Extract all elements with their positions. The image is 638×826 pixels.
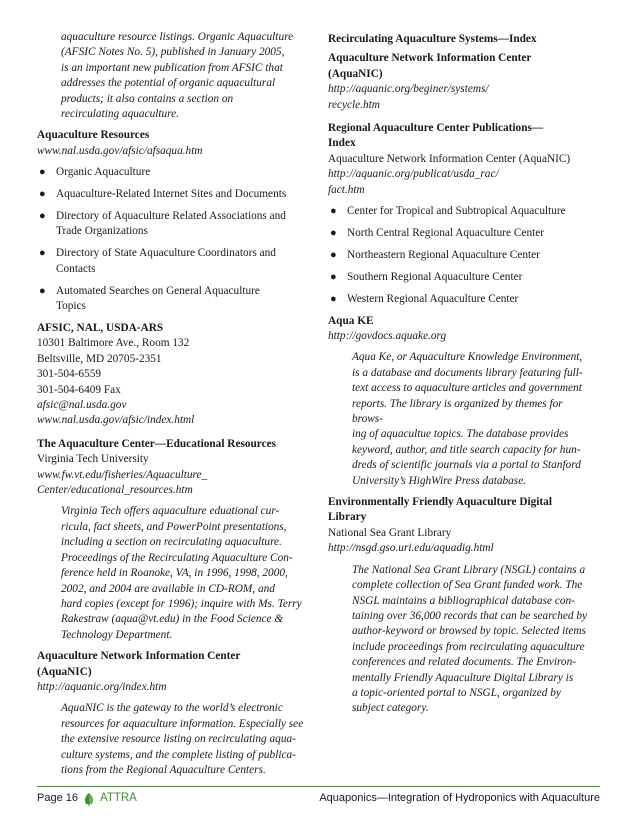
bullet-icon: ● <box>330 226 337 239</box>
text-line: reports. The library is organized by themes for brows- <box>352 397 563 426</box>
text-line: mentally Friendly Aquaculture Digital Library is <box>352 671 574 684</box>
nsgl-org: National Sea Grant Library <box>328 526 452 539</box>
text-line: resources for aquaculture information. Especially see <box>61 717 304 730</box>
aquake-description <box>328 350 600 489</box>
text-line: Technology Department. <box>61 628 173 641</box>
resources-list <box>37 165 319 314</box>
attra-leaf-icon <box>82 792 96 806</box>
list-item: ● Organic Aquaculture <box>37 165 319 180</box>
text-line: text access to aquaculture articles and government <box>352 382 582 395</box>
afsic-address-line1: 10301 Baltimore Ave., Room 132 <box>37 337 190 350</box>
text-line: keyword, author, and title search capacity for hun- <box>352 443 581 456</box>
nsgl-heading: Environmentally Friendly Aquaculture Digital Library <box>328 496 552 524</box>
afsic-email-link[interactable]: afsic@nal.usda.gov <box>37 399 127 412</box>
rac-link-line1[interactable]: http://aquanic.org/publicat/usda_rac/ <box>328 168 499 181</box>
afsic-phone: 301-504-6559 <box>37 368 102 381</box>
text-line: taining over 36,000 records that can be searched by <box>352 609 587 622</box>
text-line: University’s HighWire Press database. <box>352 474 527 487</box>
text-line: tions from the Regional Aquaculture Centers. <box>61 763 266 776</box>
text-line: (AFSIC Notes No. 5), published in January 2005, <box>61 46 285 59</box>
list-item: ● Southern Regional Aquaculture Center <box>328 270 600 285</box>
text-line: products; it also contains a section on <box>61 92 234 105</box>
publication-title: Aquaponics—Integration of Hydroponics with Aquaculture <box>319 792 600 804</box>
center-link-line2[interactable]: Center/educational_resources.htm <box>37 484 193 497</box>
text-line: culture systems, and the complete listing of publica- <box>61 748 296 761</box>
text-line: recirculating aquaculture. <box>61 108 179 121</box>
center-heading: The Aquaculture Center—Educational Resources <box>37 437 277 450</box>
bullet-icon: ● <box>39 188 46 201</box>
text-line: Proceedings of the Recirculating Aquaculture Con- <box>61 551 293 564</box>
bullet-icon: ● <box>39 166 46 179</box>
afsic-heading: AFSIC, NAL, USDA-ARS <box>37 322 164 334</box>
bullet-icon: ● <box>39 247 46 260</box>
center-org: Virginia Tech University <box>37 453 149 466</box>
aquanic-heading: Aquaculture Network Information Center (AquaNIC) <box>37 650 241 678</box>
text-line: is a database and documents library featuring full- <box>352 366 583 379</box>
aquanic-description <box>37 701 319 778</box>
bullet-icon: ● <box>330 270 337 283</box>
rac-org: Aquaculture Network Information Center (AquaNIC) <box>328 152 571 165</box>
bullet-icon: ● <box>330 248 337 261</box>
text-line: ing of aquacultue topics. The database provides <box>352 428 569 441</box>
text-line: addresses the potential of organic aquacultural <box>61 77 276 90</box>
rac-link-line2[interactable]: fact.htm <box>328 183 365 196</box>
intro-description <box>37 30 319 122</box>
ras-link-line2[interactable]: recycle.htm <box>328 98 380 111</box>
rac-list <box>328 204 600 307</box>
aquanic-link[interactable]: http://aquanic.org/index.htm <box>37 680 167 693</box>
list-item: ● Western Regional Aquaculture Center <box>328 292 600 307</box>
text-line: Virginia Tech offers aquaculture eduational cur- <box>61 505 280 518</box>
text-line: conferences and related documents. The Environ- <box>352 656 576 669</box>
ras-heading: Recirculating Aquaculture Systems—Index Aquaculture Network Information Center (AquaNIC) <box>328 33 537 80</box>
resources-heading: Aquaculture Resources <box>37 129 150 142</box>
text-line: including a section on recirculating aquaculture. <box>61 536 282 549</box>
rac-heading: Regional Aquaculture Center Publications— Index <box>328 122 544 150</box>
list-item: ● Center for Tropical and Subtropical Aquaculture <box>328 204 600 219</box>
text-line: dreds of scientific journals via a portal to Stanford <box>352 459 581 472</box>
page-footer <box>37 792 600 808</box>
ras-link-line1[interactable]: http://aquanic.org/beginer/systems/ <box>328 83 489 96</box>
text-line: ference held in Roanoke, VA, in 1996, 1998, 2000, <box>61 567 288 580</box>
list-item: ● Directory of State Aquaculture Coordinators and Contacts <box>39 247 276 275</box>
footer-divider <box>37 786 600 787</box>
resources-link[interactable]: www.nal.usda.gov/afsic/afsaqua.htm <box>37 144 203 157</box>
text-line: AquaNIC is the gateway to the world’s electronic <box>61 702 283 715</box>
list-item: ● Directory of Aquaculture Related Associations and Trade Organizations <box>39 210 286 238</box>
text-line: include proceedings from recirculating aquaculture <box>352 640 585 653</box>
afsic-fax: 301-504-6409 Fax <box>37 383 121 396</box>
text-line: subject category. <box>352 702 429 715</box>
bullet-icon: ● <box>39 284 46 297</box>
text-line: author-keyword or browsed by topic. Selected items <box>352 625 586 638</box>
text-line: NSGL maintains a bibliographical database con- <box>352 594 575 607</box>
nsgl-description <box>328 563 600 717</box>
bullet-icon: ● <box>39 210 46 223</box>
center-link-line1[interactable]: www.fw.vt.edu/fisheries/Aquaculture_ <box>37 468 208 481</box>
afsic-web-link[interactable]: www.nal.usda.gov/afsic/index.html <box>37 414 195 427</box>
text-line: 2002, and 2004 are available in CD-ROM, and <box>61 582 275 595</box>
brand-name: ATTRA <box>100 792 137 804</box>
page-number: Page 16 <box>37 792 78 804</box>
text-line: Rakestraw (aqua@vt.edu) in the Food Science & <box>61 613 284 626</box>
text-line: complete collection of Sea Grant funded work. The <box>352 579 583 592</box>
text-line: the extensive resource listing on recirculating aqua- <box>61 733 296 746</box>
list-item: ● Aquaculture-Related Internet Sites and Documents <box>37 187 319 202</box>
text-line: ricula, fact sheets, and PowerPoint presentations, <box>61 520 287 533</box>
center-description <box>37 504 319 643</box>
text-line: Aqua Ke, or Aquaculture Knowledge Environment, <box>352 351 583 364</box>
aquake-heading: Aqua KE <box>328 314 374 327</box>
list-item: ● Northeastern Regional Aquaculture Center <box>328 248 600 263</box>
bullet-icon: ● <box>330 292 337 305</box>
text-line: a topic-oriented portal to NSGL, organized by <box>352 686 561 699</box>
afsic-address-line2: Beltsville, MD 20705-2351 <box>37 352 162 365</box>
list-item: ● Automated Searches on General Aquaculture Topics <box>39 284 260 313</box>
left-column <box>37 30 319 784</box>
text-line: is an important new publication from AFSIC that <box>61 61 283 74</box>
text-line: aquaculture resource listings. Organic Aquaculture <box>61 31 294 43</box>
bullet-icon: ● <box>330 205 337 218</box>
right-column <box>328 30 600 723</box>
text-line: The National Sea Grant Library (NSGL) contains a <box>352 563 586 576</box>
aquake-link[interactable]: http://govdocs.aquake.org <box>328 330 447 342</box>
list-item: ● North Central Regional Aquaculture Center <box>328 226 600 241</box>
nsgl-link[interactable]: http://nsgd.gso.uri.edu/aquadig.html <box>328 542 494 555</box>
text-line: hard copies (except for 1996); inquire with Ms. Terry <box>61 597 302 610</box>
